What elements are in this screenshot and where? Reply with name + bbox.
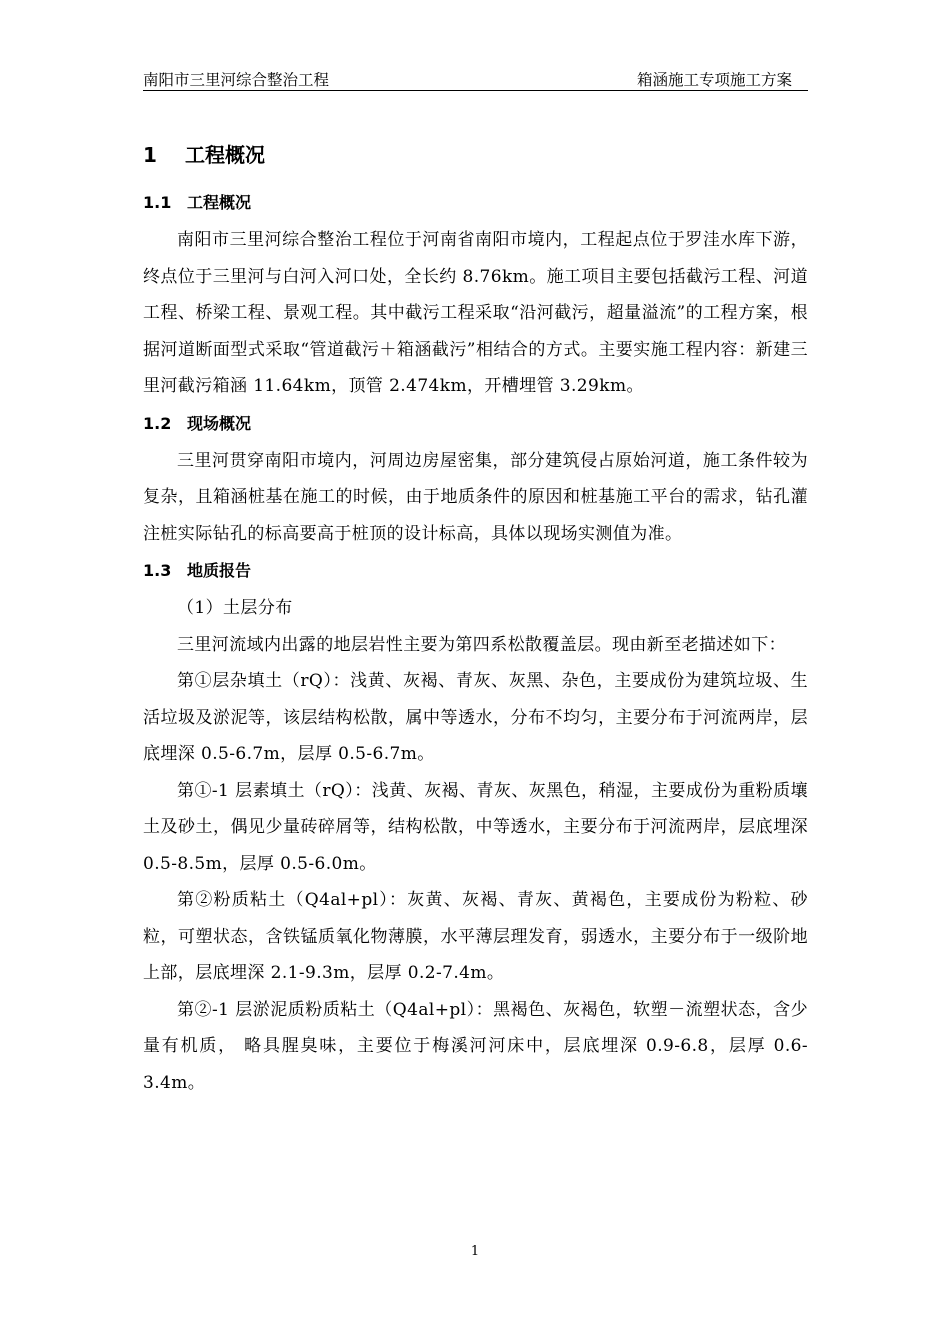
soil-layer-paragraph: 第①-1 层素填土（rQ）：浅黄、灰褐、青灰、灰黑色，稍湿，主要成份为重粉质壤土及砂土，偶见少量砖碎屑等，结构松散，中等透水，主要分布于河流两岸，层底埋深 0.5-8.5m，层厚 0.5-6.0m。 (143, 780, 808, 874)
header-document-title: 箱涵施工专项施工方案 (636, 71, 792, 89)
section-number: 1.2 (143, 413, 172, 433)
chapter-title: 工程概况 (185, 143, 265, 167)
subheading-soil-distribution: （1）土层分布 (177, 598, 293, 618)
section-title: 工程概况 (187, 193, 252, 212)
paragraph: 三里河贯穿南阳市境内，河周边房屋密集，部分建筑侵占原始河道，施工条件较为复杂，且箱涵桩基在施工的时候，由于地质条件的原因和桩基施工平台的需求，钻孔灌注桩实际钻孔的标高要高于桩顶的设计标高，具体以现场实测值为准。 (143, 450, 808, 544)
chapter-heading (143, 138, 808, 172)
soil-layer-paragraph: 第②-1 层淤泥质粉质粘土（Q4al+pl）：黑褐色、灰褐色，软塑－流塑状态，含少量有机质， 略具腥臭味，主要位于梅溪河河床中，层底埋深 0.9-6.8，层厚 0.6-3.4m。 (143, 999, 808, 1093)
section-number: 1.3 (143, 561, 172, 580)
soil-layer-paragraph: 第②粉质粘土（Q4al+pl）：灰黄、灰褐、青灰、黄褐色，主要成份为粉粒、砂粒，可塑状态，含铁锰质氧化物薄膜，水平薄层理发育，弱透水，主要分布于一级阶地上部，层底埋深 2.1-9.3m，层厚 0.2-7.4m。 (143, 890, 808, 983)
soil-layer-paragraph: 第①层杂填土（rQ）：浅黄、灰褐、青灰、灰黑、杂色，主要成份为建筑垃圾、生活垃圾及淤泥等，该层结构松散，属中等透水，分布不均匀，主要分布于河流两岸，层底埋深 0.5-6.7m，层厚 0.5-6.7m。 (143, 671, 808, 764)
page-number: 1 (470, 1244, 480, 1259)
section-heading-1-2 (143, 405, 808, 443)
chapter-number: 1 (143, 143, 157, 167)
section-heading-1-3 (143, 552, 808, 590)
page-content (143, 138, 808, 1101)
section-title: 现场概况 (187, 413, 252, 433)
header-project-title: 南阳市三里河综合整治工程 (143, 71, 330, 89)
paragraph: 南阳市三里河综合整治工程位于河南省南阳市境内，工程起点位于罗洼水库下游，终点位于三里河与白河入河口处，全长约 8.76km。施工项目主要包括截污工程、河道工程、桥梁工程、景观工程。其中截污工程采取“沿河截污，超量溢流”的工程方案，根据河道断面型式采取“管道截污＋箱涵截污”相结合的方式。主要实施工程内容：新建三里河截污箱涵 11.64km，顶管 2.474km，开槽埋管 3.29km。 (143, 230, 808, 396)
paragraph: 三里河流域内出露的地层岩性主要为第四系松散覆盖层。现由新至老描述如下： (177, 634, 786, 655)
page-header (143, 66, 808, 91)
section-title: 地质报告 (187, 561, 252, 580)
section-number: 1.1 (143, 193, 172, 212)
section-heading-1-1 (143, 184, 808, 222)
